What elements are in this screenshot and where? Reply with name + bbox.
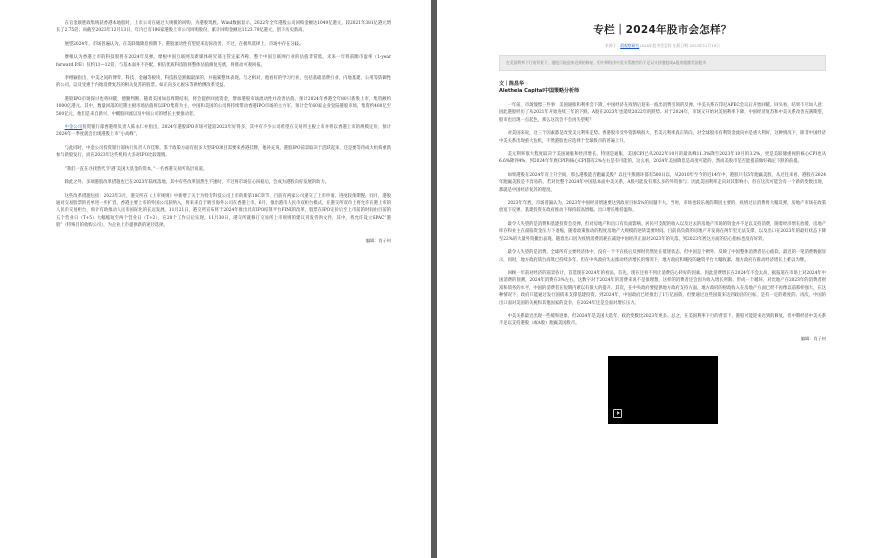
paragraph: 港股IPO市场探讨也将回暖，德勤判断，随着美国加息周期结束，将会提供回流资金，增加港股市场流动性并改善估值。预计2024年香港全年80只新股上市，集资额约1000亿港元。其中，数量回落的近期主板市场估值将以IPO集资为主，中国和美国的公司将持续带动香港IPO市场的主力军，预计全年60家企业登陆港股市场，集资约400亿至500亿元，他们是来自新兴、中概股回流以及中国公司的增长主要推动者。	[56, 96, 391, 117]
meta-author-link[interactable]: 晨观察研究	[620, 43, 640, 48]
paragraph: “我们一直在寻找替代‘沪港’美国大基金的资本，”一名香港交易所高层说道。	[64, 166, 208, 172]
play-icon[interactable]	[613, 409, 622, 418]
paragraph: 对美国来说，这三个因素都是改变美元利率走势。香港股市受外资影响很大，若美元利率真正转向，对全球股市有利资金流向亦是重大利好，这种情况下，除非中国经济中美关系出现重大危机，不然港股也应选择于全球股市的普遍上升。	[499, 131, 826, 144]
author-affiliation: Aletheia Capital中国策略分析师	[499, 88, 579, 94]
article-meta	[499, 43, 826, 49]
author-name: 文｜陈昌华	[499, 81, 525, 87]
paragraph: 一年前，市场憧憬三件事：美国通胀和利率会下降，中国经济在疫情后迎来一波出消费引领的反弹，中美关系在印尼APEC会议后开始回暖。回头看，结果不尽如人意：因此港股经历了从2021年开始连续三年的下跌。A股在2023年也延续2022年的跌势。对于2024年，市场又开始对美国利率下降、中国经济复苏和中美关系改善充满期望，股市也出现一点起色，那么这次会不会再失望呢？	[499, 103, 826, 123]
paragraph: 美元利率很大程度取决于美国通胀和经济增长。特别是通胀，美国CPI已从2022年10月的最高峰11.3%降至2023年10月的3.2%，更是美联储重视的核心CPI也从6.6%降到4%，到2024年年底CPI和核心CPI都有2%左右是有可能的，这么看，2024年美国降息是高度可能的，然而美股市是否能提前做好确定下跌的前提。	[499, 152, 826, 165]
meta-suffix: 2024年股市会怎样 出版日期 2023年12月18日	[639, 43, 720, 48]
author-block	[499, 81, 826, 95]
paragraph: 与此同时，中金公司投资银行部执行负责人许佳称，鉴于政策方面有很多大型IPO项目需要来香港挂牌，他补充说，港股IPO前景取决于活跃起来，还是要等待成大机构重新参与新股发行，而在2023年这些机构大多对IPO比较谨慎。	[56, 145, 391, 159]
paragraph: 如果港股在2024年有上升空间，那么港股能否跑赢美股？以往牛熊循环都有500日以，从2010年至今的近14年中，港股只有5年跑赢美股，从过往来看，港股在2024年跑赢美股是不容易的。若对比整个2024年中国基本面中美关系，A股可能没有那么多的外资参与；因此美国利率走向对其影响小，但在这次可能会有一个新的变数出现，那就是中国经济复苏的程度。	[499, 172, 826, 193]
paragraph: 摩根认为香港上市的科技股将在2024年反弹。摩根中国互联网及新媒体研究部主管定家齐称，整个中国互联网行业的估值非常低，未来一年将前瞻市盈率（1-year forward P/E）仅约11—12倍，与基本面并不匹配，相信优质科技股将整体估值修复见底，将推动可观回报。	[56, 55, 391, 68]
paragraph: 在官金联胜政集统获香港本地股时，上市公司在通过大规模的回购，为港股筑底。Wind数据显示，2022年全年港股公司回购金额达1049亿港元，较2021年381亿港元增长了2.75倍；而截至2023年12月13日，年内已有196家港股上市公司回购股份，累计回购金额达1123.79亿港元，创下历史新高。	[56, 21, 391, 34]
article-title: 专栏｜2024年股市会怎样？	[593, 24, 732, 36]
paragraph: 2023年年底，市场普遍认为，2023年中国经济增速要达到政府目标5%的问题不大。当时，市场也较乐观的期因主要的，疫情过后消费将大幅反弹，房地产市场在政策放宽下反弹，基建投资在政府推动下保持较高增幅，出口增长维持温和。	[499, 201, 826, 214]
paragraph: 除此之外，多项港股改革措施也已在2023年陆续落地，其中有些改革固然生不逢时，不过将市场信心回稳后，会成为港股向好发展的助力。	[64, 180, 330, 186]
paragraph: 回顾一年前对经济的前景估计，首选现在2024年的看法。首先，现在还看不到让消费信心转好的因素，因此消费增长在2024年不会太高，据报道在市场上对2024年中国消费的预测，2024年消费在3%左右。这数字对于2024年的消费来说不是很理想，这样的消费者还会因为收入增长所限，形成一个循环，对比地产在2023年的消费者财富和债务的水平，中国的消费者在短期内难以有很大的提升。其次，在中央政府要提供地方政府支持方面，地方政府的财政收入在房地产方面已经不再像以前那样强大，在这种情况下，政府只能通过发行国债来支撑基建投资。到2024年，中国政府已经推出了1万亿国债，但要通过这些国债来达到政府的目标，是有一定的难度的。再次，中国的出口面对美国的关税和其他国家的竞争，在2024年还是会面对增长压力。	[499, 270, 826, 306]
paragraph: 李榕颖指出，中美之间的博弈、科技、金融等板块，科技股是跌幅最深的，并拖累整体表现。与之相对，他看好的学习行业，包括基础消费行业、内地基建，公用等防御性的公司，以及受惠于内地消费复苏的相关复苏的股票。如正向多元税乐等供给侧改革受益。	[56, 76, 391, 89]
document-page-left	[0, 0, 431, 558]
paragraph: 中美关系最近出现一些缓和迹象，但2024年是美国大选年，政治变数比2023年更多。总之，在美国利率下行的背景下，港股可能迎来迟到的修复，但中期经济中美关系不足以支持港股（或A股）跑赢美国股市。	[499, 313, 826, 327]
paragraph: 展望2024年，市场普遍认为，在美联储降息预期下，港股流动性有望迎来边际改善，不过，在板块选择上，市场中存在分歧。	[64, 41, 304, 47]
paragraph: 最令人失望的是消费和基建投资会反弹，但对房地产和出口有负面影响。居民可支配的收入以及过去的房地产市场的资金并不足以支持消费，随着经济增长放缓，房地产库存和业主在面临资金压力下退缩，随着政策推动的程度房地产大规模的逆转需要时间。目前高负债的房地产开发商在两年里无法支撑，以及出口在2023年的最好状态下降至22%的大量外资撤出表现。随着出口因为疫情消费消耗在减退中国经济正面对2023年的失落，到2023年底这方面的信心指标也没有好转。	[499, 221, 826, 242]
editor-credit: 编辑：肖子何	[365, 237, 391, 243]
paragraph: 最令人失望的是消费。全球所有主要经济体中，没有一个不在疫后反弹时仍然处在低迷状态，但中国是个例外，反映了中国整体消费者信心疲软。最近的一笔消费数据显示，同时，地方政府债台高筑已持续多年，但在中央政府失去推动经济增长的情况下，地方政府和城投的融资平台大幅收紧，地方政府在推动经济增长上难以为继。	[499, 250, 826, 263]
paragraph-text: 投资银行部香港组负责人陈永仁亦指出，2024年港股IPO市场可能较2023年好得多，其中有不少公司希望在交易所主板上市并将以香港上市的规模定价，预计2024年一季度就会出现港股上市“小高峰”。	[56, 125, 391, 138]
editor-credit: 编辑：肖子何	[800, 335, 826, 341]
paragraph	[56, 124, 391, 139]
video-player[interactable]	[608, 356, 718, 424]
company-link[interactable]: 中金公司	[64, 125, 83, 131]
article-summary: 在美国利率下行的背景下，港股可能迎来迟到的修复，但中期经济中美关系激烈仍不足以支持港股或A股的超额美国股市	[499, 55, 826, 71]
meta-prefix: 来源于：	[605, 43, 621, 48]
document-page-right	[437, 0, 874, 558]
paragraph: 这些改革措施包括：2023年3月，港交所在《上市规则》中新增了关于为特专科技公司上市的新第18C章节，目前有两家公司递交了上市申请，进度较预期慢。同月，港股通对交易股票的名单进一步扩容，香港主要上市的外国公司获纳入，将来来自于吸引海外公司在香港上市。6月，推出港币人民币双柜台模式，在港交所双币上将允许在港上市的人民币交易柜台，预计有助推动人民币国际化的长远发展。11月21日，港交所宣布将于2024年推出具有IPO结算平台FINI的改革，股票在IPO定价后至上市前的时间由目前的五个营业日（T+5）大幅缩短至两个营业日（T+2），在20个工作日后实现。11月30日，港交所就修订交易所上市规则的建议刊发咨询文件，其中，将允许设立SPAC“港股”（特殊目的收购公司），为企业上市提供新的途径选择。	[56, 193, 391, 229]
